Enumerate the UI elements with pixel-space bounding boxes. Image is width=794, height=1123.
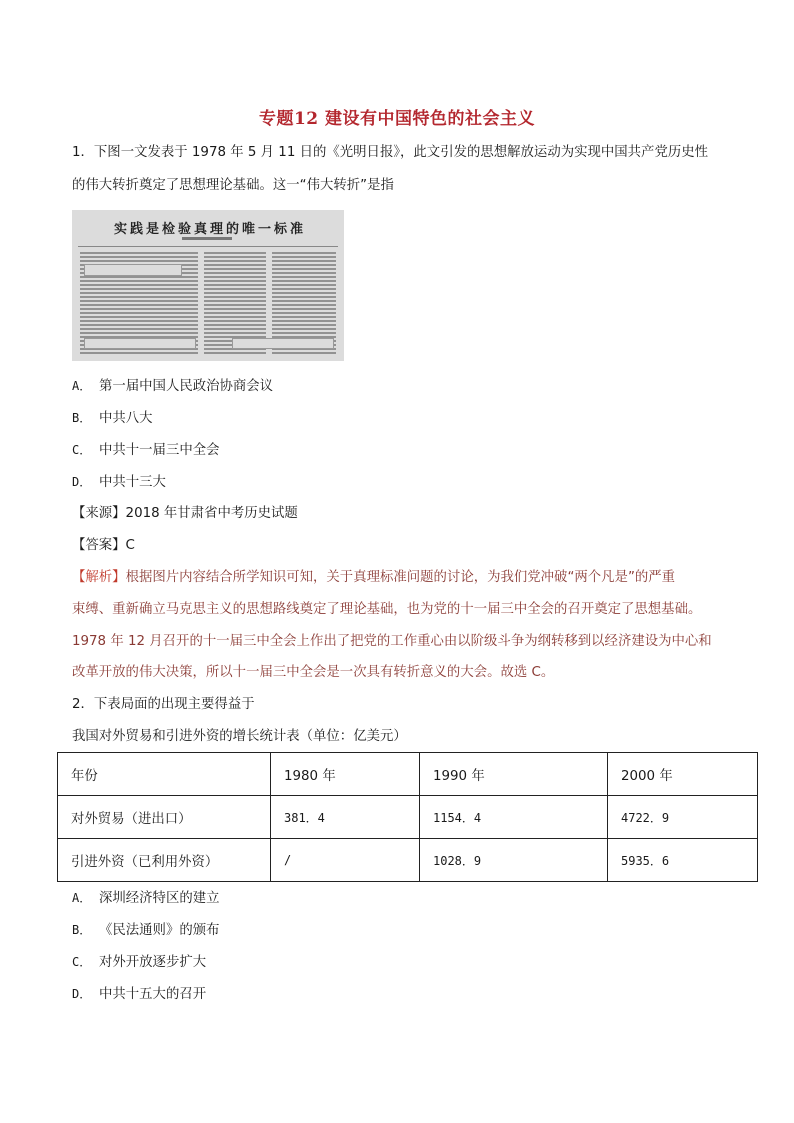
- q2-stem: 2．下表局面的出现主要得益于: [72, 697, 255, 712]
- option-letter: A．: [72, 891, 92, 905]
- option-letter: B．: [72, 411, 92, 425]
- option-letter: C．: [72, 955, 92, 969]
- table-cell: /: [271, 839, 420, 882]
- option-text: 《民法通则》的颁布: [99, 923, 220, 938]
- table-cell: 对外贸易（进出口）: [58, 796, 271, 839]
- option-letter: D．: [72, 987, 92, 1001]
- option-letter: B．: [72, 923, 92, 937]
- newspaper-headline: 实践是检验真理的唯一标准: [113, 222, 306, 237]
- option-letter: D．: [72, 475, 92, 489]
- table-header-cell: 1980 年: [271, 753, 420, 796]
- option-letter: C．: [72, 443, 92, 457]
- table-row: [58, 839, 758, 882]
- option-text: 第一届中国人民政治协商会议: [99, 379, 274, 394]
- table-header-cell: 年份: [58, 753, 271, 796]
- q2-table-caption: 我国对外贸易和引进外资的增长统计表（单位：亿美元）: [72, 729, 407, 744]
- table-cell: 5935．6: [608, 839, 758, 882]
- q2-option-b: [72, 920, 220, 941]
- q1-option-c: [72, 440, 220, 461]
- q1-analysis-line3: 1978 年 12 月召开的十一届三中全会上作出了把党的工作重心由以阶级斗争为纲转移到以经济建设为中心和: [72, 634, 712, 649]
- q1-option-d: [72, 472, 166, 493]
- q1-analysis-line1: [72, 568, 675, 588]
- q2-option-c: [72, 952, 206, 973]
- table-cell: 4722．9: [608, 796, 758, 839]
- q1-source: 【来源】2018 年甘肃省中考历史试题: [72, 506, 298, 521]
- trade-statistics-table: [57, 752, 758, 882]
- option-text: 中共十三大: [99, 475, 166, 490]
- q1-option-a: [72, 376, 273, 397]
- analysis-tag: 【解析】: [72, 570, 126, 585]
- q2-option-a: [72, 888, 220, 909]
- option-letter: A．: [72, 379, 92, 393]
- option-text: 深圳经济特区的建立: [99, 891, 220, 906]
- option-text: 中共十一届三中全会: [99, 443, 220, 458]
- table-cell: 1154．4: [420, 796, 608, 839]
- analysis-text: 根据图片内容结合所学知识可知，关于真理标准问题的讨论，为我们党冲破“两个凡是”的严重: [125, 570, 676, 585]
- q1-stem-line2: 的伟大转折奠定了思想理论基础。这一“伟大转折”是指: [72, 178, 394, 193]
- newspaper-image: [72, 210, 344, 361]
- option-text: 对外开放逐步扩大: [99, 955, 207, 970]
- page-title: 专题12 建设有中国特色的社会主义: [258, 109, 536, 129]
- q2-option-d: [72, 984, 206, 1005]
- q1-option-b: [72, 408, 153, 429]
- q1-stem-line1: 1．下图一文发表于 1978 年 5 月 11 日的《光明日报》，此文引发的思想解放运动为实现中国共产党历史性: [72, 145, 709, 160]
- table-cell: 1028．9: [420, 839, 608, 882]
- table-header-row: [58, 753, 758, 796]
- table-header-cell: 1990 年: [420, 753, 608, 796]
- q1-analysis-line4: 改革开放的伟大决策，所以十一届三中全会是一次具有转折意义的大会。故选 C。: [72, 665, 555, 680]
- table-header-cell: 2000 年: [608, 753, 758, 796]
- option-text: 中共十五大的召开: [99, 987, 207, 1002]
- table-row: [58, 796, 758, 839]
- q1-answer: 【答案】C: [72, 538, 135, 553]
- option-text: 中共八大: [99, 411, 153, 426]
- q1-analysis-line2: 束缚、重新确立马克思主义的思想路线奠定了理论基础，也为党的十一届三中全会的召开奠定了思想基础。: [72, 602, 702, 617]
- table-cell: 引进外资（已利用外资）: [58, 839, 271, 882]
- table-cell: 381．4: [271, 796, 420, 839]
